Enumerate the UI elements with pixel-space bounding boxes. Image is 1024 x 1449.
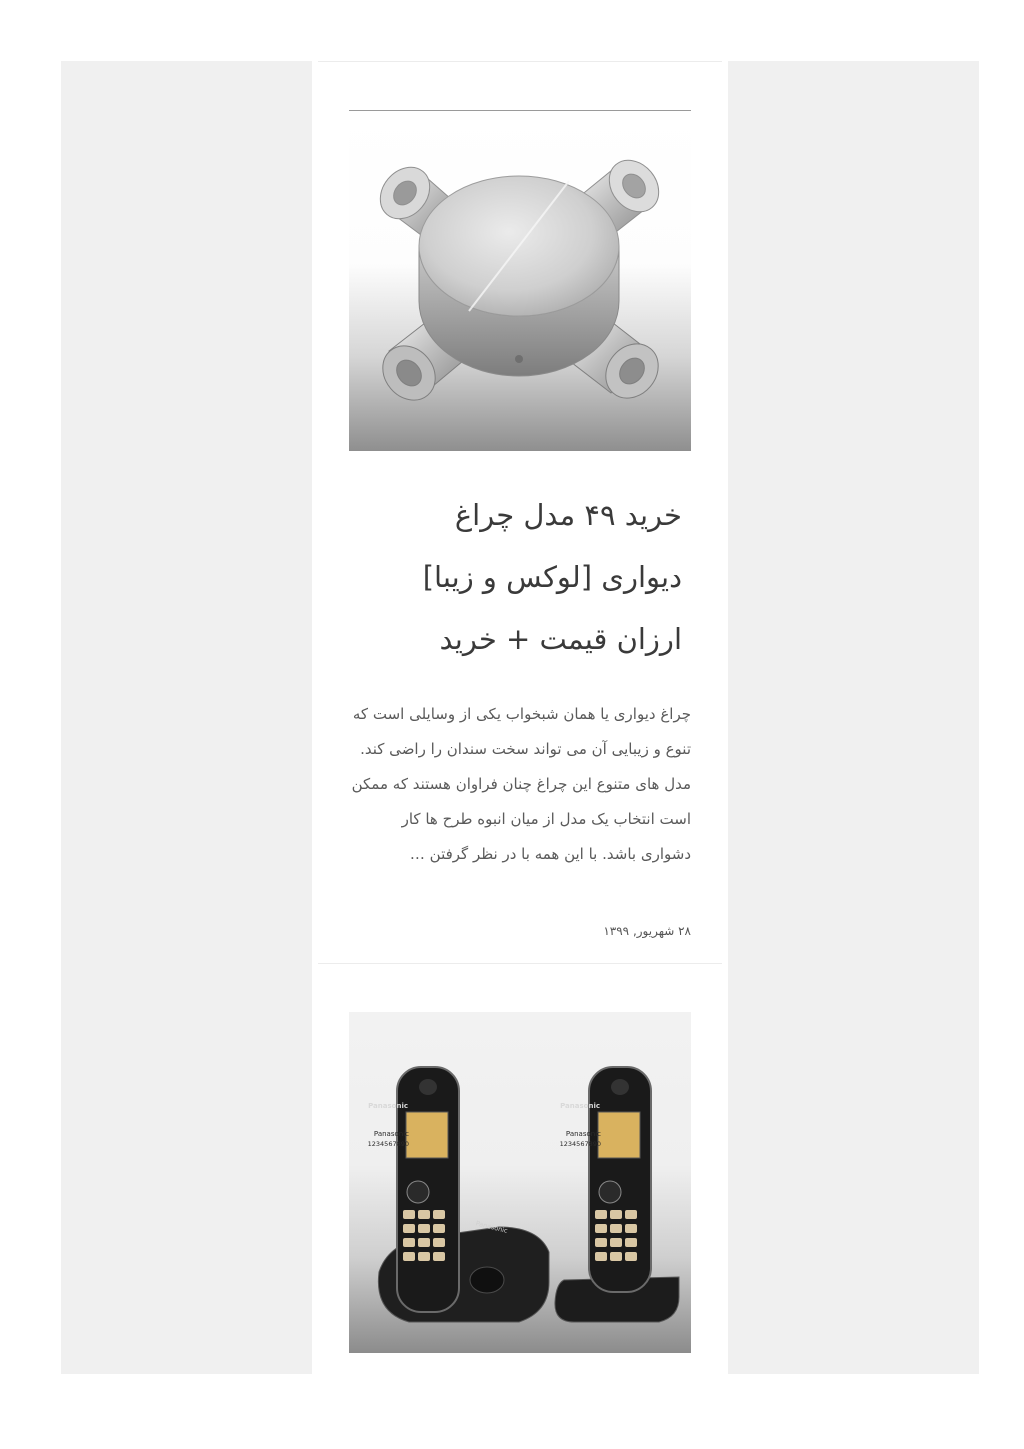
cordless-phones-image [349, 1012, 691, 1353]
post-thumbnail-link[interactable] [349, 1012, 691, 1353]
post-thumbnail-link[interactable] [349, 110, 691, 451]
post-card [312, 61, 728, 964]
post-card [312, 964, 728, 1374]
posts-column [312, 61, 728, 1374]
left-side-panel [61, 61, 312, 1374]
right-side-panel [728, 61, 979, 1374]
base-brand-label: Panasonic [474, 1219, 509, 1235]
post-excerpt: چراغ دیواری یا همان شبخواب یکی از وسایلی است که تنوع و زیبایی آن می تواند سخت سندان را راضی کند. مدل های متنوع این چراغ چنان فراوان هستند که ممکن است انتخاب یک مدل از میان انبوه طرح ها کار دشواری باشد. با این همه با در نظر گرفتن … [351, 705, 691, 863]
handset-left-screen-line-1: Panasonic [373, 1130, 409, 1138]
handset-right-brand: Panasonic [560, 1102, 600, 1110]
wall-light-image [349, 111, 691, 451]
handset-left-brand: Panasonic [368, 1102, 408, 1110]
handset-right-screen-line-2: 1234567890 [559, 1140, 601, 1148]
post-date: ۲۸ شهریور, ۱۳۹۹ [603, 924, 691, 938]
handset-left-screen-line-2: 1234567890 [367, 1140, 409, 1148]
handset-right [560, 1067, 651, 1292]
handset-right-screen-line-1: Panasonic [565, 1130, 601, 1138]
post-title[interactable]: خرید ۴۹ مدل چراغ دیواری [لوکس و زیبا] ارزان قیمت + خرید [422, 498, 682, 656]
